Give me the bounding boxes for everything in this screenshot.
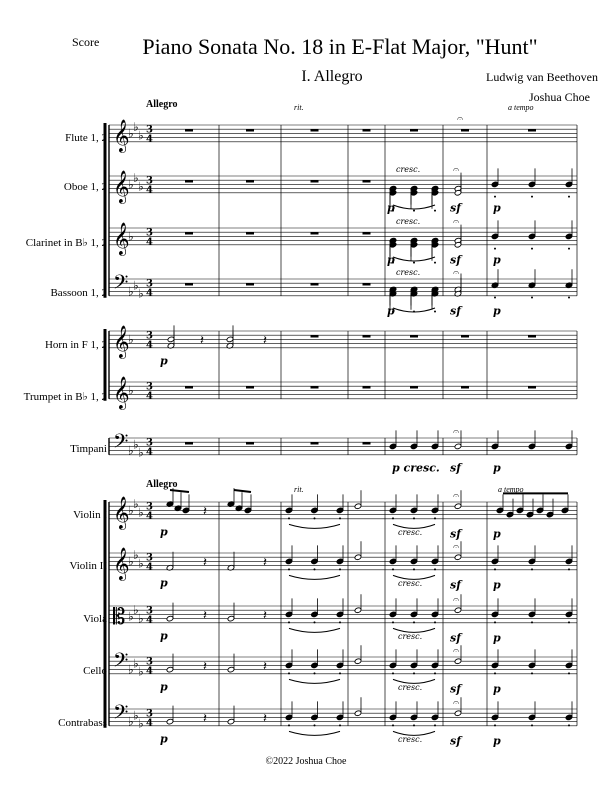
staccato-dot xyxy=(413,517,415,519)
arranger-credit: Joshua Choe xyxy=(529,90,590,104)
staccato-dot xyxy=(531,248,533,250)
staccato-dot xyxy=(314,568,316,570)
time-signature-top: 3 xyxy=(146,437,153,449)
time-signature-bottom: 4 xyxy=(146,446,153,458)
score-label: Score xyxy=(72,35,100,49)
whole-rest-icon xyxy=(246,180,254,182)
flat-icon: ♭ xyxy=(133,278,139,293)
time-signature-bottom: 4 xyxy=(146,561,153,573)
flat-icon: ♭ xyxy=(133,171,139,186)
flat-icon: ♭ xyxy=(128,177,134,192)
staccato-dot xyxy=(288,568,290,570)
dynamic-mark: sf xyxy=(450,631,461,645)
staccato-dot xyxy=(494,724,496,726)
whole-rest-icon xyxy=(363,386,371,388)
whole-rest-icon xyxy=(246,283,254,285)
instrument-name-clarinet: Clarinet in B♭ 1, 2 xyxy=(25,237,107,249)
staccato-dot xyxy=(413,672,415,674)
crescendo-mark: cresc. xyxy=(398,528,423,538)
fermata-icon: 𝄐 xyxy=(453,266,460,279)
staccato-dot xyxy=(494,297,496,299)
dynamic-mark: p cresc. xyxy=(392,461,440,475)
time-signature-top: 3 xyxy=(146,227,153,239)
staccato-dot xyxy=(392,672,394,674)
staccato-dot xyxy=(434,672,436,674)
flat-icon: ♭ xyxy=(138,179,144,194)
instrument-name-violin-2: Violin II xyxy=(69,560,107,572)
quarter-rest-icon: 𝄽 xyxy=(263,608,267,624)
composer-credit: Ludwig van Beethoven xyxy=(486,70,598,84)
staccato-dot xyxy=(339,568,341,570)
bass-clef-icon: 𝄢 xyxy=(113,648,129,677)
time-signature-bottom: 4 xyxy=(146,236,153,248)
whole-rest-icon xyxy=(311,335,319,337)
dynamic-mark: p xyxy=(160,732,168,746)
crescendo-mark: cresc. xyxy=(396,217,421,226)
flat-icon: ♭ xyxy=(133,497,139,512)
time-signature-bottom: 4 xyxy=(146,665,153,677)
staccato-dot xyxy=(531,297,533,299)
flat-icon: ♭ xyxy=(128,662,134,677)
treble-clef-icon: 𝄞 xyxy=(113,546,130,580)
tempo-a-tempo-top: a tempo xyxy=(508,103,534,112)
staccato-dot xyxy=(413,262,415,264)
fermata-icon: 𝄐 xyxy=(453,163,460,176)
whole-rest-icon xyxy=(246,386,254,388)
dynamic-mark: p xyxy=(493,578,501,592)
fermata-icon: 𝄐 xyxy=(453,425,460,438)
whole-rest-icon xyxy=(461,129,469,131)
staccato-dot xyxy=(413,724,415,726)
alto-clef-icon: 𝄡 xyxy=(113,604,126,630)
dynamic-mark: sf xyxy=(450,682,461,696)
time-signature-top: 3 xyxy=(146,330,153,342)
whole-rest-icon xyxy=(311,442,319,444)
staccato-dot xyxy=(392,724,394,726)
staccato-dot xyxy=(494,621,496,623)
staccato-dot xyxy=(434,517,436,519)
whole-rest-icon xyxy=(528,335,536,337)
time-signature-bottom: 4 xyxy=(146,510,153,522)
whole-rest-icon xyxy=(363,129,371,131)
slur xyxy=(393,257,435,261)
dynamic-mark: p xyxy=(493,527,501,541)
whole-rest-icon xyxy=(363,335,371,337)
staccato-dot xyxy=(568,621,570,623)
staccato-dot xyxy=(531,568,533,570)
flat-icon: ♭ xyxy=(133,437,139,452)
instrument-name-horn: Horn in F 1, 2 xyxy=(44,339,107,351)
flat-icon: ♭ xyxy=(128,714,134,729)
staccato-dot xyxy=(392,517,394,519)
dynamic-mark: sf xyxy=(450,304,461,318)
quarter-rest-icon: 𝄽 xyxy=(203,555,207,571)
time-signature-top: 3 xyxy=(146,501,153,513)
staccato-dot xyxy=(339,517,341,519)
whole-rest-icon xyxy=(410,129,418,131)
staccato-dot xyxy=(434,568,436,570)
staccato-dot xyxy=(339,724,341,726)
bass-clef-icon: 𝄢 xyxy=(113,700,129,729)
quarter-rest-icon: 𝄽 xyxy=(200,333,204,349)
slur xyxy=(289,731,340,735)
staccato-dot xyxy=(314,724,316,726)
tempo-rit-top: rit. xyxy=(294,103,304,112)
treble-clef-icon: 𝄞 xyxy=(113,169,130,203)
whole-rest-icon xyxy=(311,232,319,234)
tempo-a-tempo-strings: a tempo xyxy=(498,485,524,494)
staccato-dot xyxy=(531,196,533,198)
whole-rest-icon xyxy=(311,129,319,131)
bass-clef-icon: 𝄢 xyxy=(113,270,129,299)
slur xyxy=(393,205,435,209)
flat-icon: ♭ xyxy=(133,120,139,135)
staccato-dot xyxy=(568,672,570,674)
crescendo-mark: cresc. xyxy=(398,579,423,589)
dynamic-mark: sf xyxy=(450,734,461,748)
treble-clef-icon: 𝄞 xyxy=(113,221,130,255)
time-signature-top: 3 xyxy=(146,605,153,617)
staccato-dot xyxy=(434,311,436,313)
staccato-dot xyxy=(413,621,415,623)
staccato-dot xyxy=(413,568,415,570)
whole-rest-icon xyxy=(246,232,254,234)
fermata-icon: 𝄐 xyxy=(457,112,464,125)
staccato-dot xyxy=(434,621,436,623)
whole-rest-icon xyxy=(363,442,371,444)
staccato-dot xyxy=(339,672,341,674)
dynamic-mark: sf xyxy=(450,527,461,541)
whole-rest-icon xyxy=(246,129,254,131)
whole-rest-icon xyxy=(461,335,469,337)
dynamic-mark: sf xyxy=(450,461,461,475)
whole-rest-icon xyxy=(461,386,469,388)
flat-icon: ♭ xyxy=(133,548,139,563)
flat-icon: ♭ xyxy=(138,611,144,626)
staccato-dot xyxy=(494,196,496,198)
tempo-allegro-top: Allegro xyxy=(146,99,178,110)
staccato-dot xyxy=(288,517,290,519)
flat-icon: ♭ xyxy=(133,603,139,618)
fermata-icon: 𝄐 xyxy=(453,593,460,606)
flat-icon: ♭ xyxy=(133,656,139,671)
quarter-rest-icon: 𝄽 xyxy=(203,659,207,675)
dynamic-mark: p xyxy=(493,253,501,267)
staccato-dot xyxy=(568,196,570,198)
dynamic-mark: p xyxy=(493,631,501,645)
whole-rest-icon xyxy=(363,283,371,285)
quarter-rest-icon: 𝄽 xyxy=(263,711,267,727)
staccato-dot xyxy=(339,621,341,623)
dynamic-mark: p xyxy=(160,354,168,368)
instrument-name-timpani: Timpani xyxy=(70,443,107,455)
whole-rest-icon xyxy=(185,283,193,285)
staccato-dot xyxy=(531,672,533,674)
fermata-icon: 𝄐 xyxy=(453,696,460,709)
treble-clef-icon: 𝄞 xyxy=(113,118,130,152)
whole-rest-icon xyxy=(363,232,371,234)
flat-icon: ♭ xyxy=(138,505,144,520)
staccato-dot xyxy=(392,568,394,570)
slur xyxy=(289,575,340,579)
beam xyxy=(234,490,251,492)
staccato-dot xyxy=(531,724,533,726)
flat-icon: ♭ xyxy=(128,554,134,569)
flat-icon: ♭ xyxy=(138,556,144,571)
staccato-dot xyxy=(568,568,570,570)
whole-rest-icon xyxy=(363,180,371,182)
crescendo-mark: cresc. xyxy=(398,683,423,693)
whole-rest-icon xyxy=(185,442,193,444)
whole-rest-icon xyxy=(185,386,193,388)
staccato-dot xyxy=(434,210,436,212)
staccato-dot xyxy=(494,672,496,674)
dynamic-mark: sf xyxy=(450,578,461,592)
instrument-name-viola: Viola xyxy=(83,613,107,625)
whole-rest-icon xyxy=(311,386,319,388)
tempo-rit-strings: rit. xyxy=(294,485,304,494)
flat-icon: ♭ xyxy=(133,708,139,723)
bass-clef-icon: 𝄢 xyxy=(113,429,129,458)
whole-rest-icon xyxy=(185,232,193,234)
time-signature-bottom: 4 xyxy=(146,184,153,196)
whole-rest-icon xyxy=(528,386,536,388)
dynamic-mark: p xyxy=(387,304,395,318)
quarter-rest-icon: 𝄽 xyxy=(203,504,207,520)
time-signature-top: 3 xyxy=(146,124,153,136)
staccato-dot xyxy=(314,621,316,623)
time-signature-top: 3 xyxy=(146,278,153,290)
dynamic-mark: p xyxy=(493,734,501,748)
flat-icon: ♭ xyxy=(138,286,144,301)
quarter-rest-icon: 𝄽 xyxy=(263,659,267,675)
time-signature-top: 3 xyxy=(146,175,153,187)
time-signature-top: 3 xyxy=(146,656,153,668)
copyright-notice: ©2022 Joshua Choe xyxy=(265,756,347,767)
flat-icon: ♭ xyxy=(128,383,134,398)
dynamic-mark: p xyxy=(493,682,501,696)
whole-rest-icon xyxy=(528,129,536,131)
staccato-dot xyxy=(314,672,316,674)
fermata-icon: 𝄐 xyxy=(453,540,460,553)
staccato-dot xyxy=(568,724,570,726)
crescendo-mark: cresc. xyxy=(398,735,423,745)
dynamic-mark: p xyxy=(493,304,501,318)
instrument-name-bassoon: Bassoon 1, 2 xyxy=(50,287,107,299)
flat-icon: ♭ xyxy=(138,716,144,731)
treble-clef-icon: 𝄞 xyxy=(113,375,130,409)
dynamic-mark: p xyxy=(160,680,168,694)
staccato-dot xyxy=(568,248,570,250)
staccato-dot xyxy=(568,297,570,299)
staccato-dot xyxy=(494,248,496,250)
slur xyxy=(289,524,340,528)
dynamic-mark: p xyxy=(160,525,168,539)
dynamic-mark: p xyxy=(160,629,168,643)
fermata-icon: 𝄐 xyxy=(453,644,460,657)
tempo-allegro-strings: Allegro xyxy=(146,479,178,490)
flat-icon: ♭ xyxy=(138,445,144,460)
whole-rest-icon xyxy=(410,335,418,337)
flat-icon: ♭ xyxy=(128,126,134,141)
time-signature-bottom: 4 xyxy=(146,339,153,351)
instrument-name-cello: Cello xyxy=(83,665,107,677)
flat-icon: ♭ xyxy=(128,229,134,244)
slur xyxy=(289,628,340,632)
flat-icon: ♭ xyxy=(128,332,134,347)
staccato-dot xyxy=(288,621,290,623)
whole-rest-icon xyxy=(185,180,193,182)
time-signature-bottom: 4 xyxy=(146,287,153,299)
quarter-rest-icon: 𝄽 xyxy=(263,333,267,349)
flat-icon: ♭ xyxy=(128,503,134,518)
fermata-icon: 𝄐 xyxy=(453,215,460,228)
time-signature-top: 3 xyxy=(146,552,153,564)
flat-icon: ♭ xyxy=(128,443,134,458)
instrument-name-contrabass: Contrabass xyxy=(58,717,107,729)
dynamic-mark: sf xyxy=(450,201,461,215)
quarter-rest-icon: 𝄽 xyxy=(203,711,207,727)
crescendo-mark: cresc. xyxy=(396,165,421,174)
flat-icon: ♭ xyxy=(138,664,144,679)
quarter-rest-icon: 𝄽 xyxy=(203,608,207,624)
whole-rest-icon xyxy=(410,386,418,388)
dynamic-mark: sf xyxy=(450,253,461,267)
staccato-dot xyxy=(288,672,290,674)
instrument-name-violin-1: Violin I xyxy=(73,509,107,521)
crescendo-mark: cresc. xyxy=(398,632,423,642)
staccato-dot xyxy=(413,210,415,212)
instrument-name-trumpet: Trumpet in B♭ 1, 2 xyxy=(23,391,107,403)
dynamic-mark: p xyxy=(160,576,168,590)
staccato-dot xyxy=(434,262,436,264)
flat-icon: ♭ xyxy=(128,284,134,299)
dynamic-mark: p xyxy=(493,201,501,215)
staccato-dot xyxy=(434,724,436,726)
treble-clef-icon: 𝄞 xyxy=(113,495,130,529)
fermata-icon: 𝄐 xyxy=(453,489,460,502)
staccato-dot xyxy=(494,568,496,570)
staccato-dot xyxy=(314,517,316,519)
slur xyxy=(289,679,340,683)
whole-rest-icon xyxy=(246,442,254,444)
whole-rest-icon xyxy=(185,129,193,131)
time-signature-top: 3 xyxy=(146,708,153,720)
instrument-name-oboe: Oboe 1, 2 xyxy=(63,181,107,193)
treble-clef-icon: 𝄞 xyxy=(113,324,130,358)
instrument-name-flute: Flute 1, 2 xyxy=(65,132,107,144)
dynamic-mark: p xyxy=(493,461,501,475)
time-signature-top: 3 xyxy=(146,381,153,393)
flat-icon: ♭ xyxy=(138,128,144,143)
dynamic-mark: p xyxy=(387,253,395,267)
dynamic-mark: p xyxy=(387,201,395,215)
crescendo-mark: cresc. xyxy=(396,268,421,277)
staccato-dot xyxy=(392,621,394,623)
staccato-dot xyxy=(288,724,290,726)
time-signature-bottom: 4 xyxy=(146,390,153,402)
piece-title: Piano Sonata No. 18 in E-Flat Major, "Hunt" xyxy=(142,34,538,59)
whole-rest-icon xyxy=(311,180,319,182)
staccato-dot xyxy=(531,621,533,623)
time-signature-bottom: 4 xyxy=(146,133,153,145)
time-signature-bottom: 4 xyxy=(146,717,153,729)
movement-title: I. Allegro xyxy=(301,68,363,85)
whole-rest-icon xyxy=(311,283,319,285)
flat-icon: ♭ xyxy=(128,609,134,624)
quarter-rest-icon: 𝄽 xyxy=(263,555,267,571)
time-signature-bottom: 4 xyxy=(146,614,153,626)
